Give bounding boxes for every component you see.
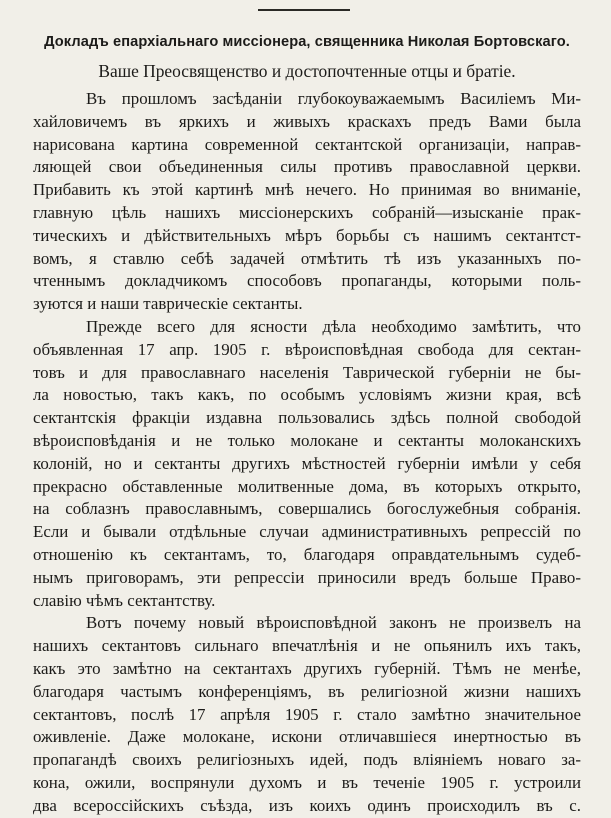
report-heading: Докладъ епархіальнаго миссіонера, священника Николая Бортовскаго.	[44, 34, 570, 50]
text-line: Если и бывали отдѣльные случаи административныхъ репрессій по	[33, 522, 581, 542]
text-line: славію чѣмъ сектантству.	[33, 590, 216, 610]
top-rule	[258, 9, 350, 11]
text-line: два всероссійскихъ съѣзда, изъ коихъ одинъ происходилъ въ с.	[33, 795, 581, 815]
text-line: вомъ, я ставлю себѣ задачей отмѣтить тѣ изъ указанныхъ по-	[33, 248, 581, 268]
text-line: ла новостью, такъ какъ, по особымъ условіямъ жизни края, всѣ	[33, 385, 581, 405]
text-line: нарисована картина современной сектантской организаціи, направ-	[33, 134, 581, 154]
text-line: оживленіе. Даже молокане, искони отличавшіеся инертностью въ	[33, 727, 581, 747]
body-text	[33, 88, 581, 818]
text-line: зуются и наши таврическіе сектанты.	[33, 294, 303, 314]
text-line: Прибавить къ этой картинѣ мнѣ нечего. Но принимая во вниманіе,	[33, 180, 581, 200]
text-line: Прежде всего для ясности дѣла необходимо замѣтить, что	[86, 316, 581, 336]
text-line: хайловичемъ въ яркихъ и живыхъ краскахъ предъ Вами была	[33, 111, 581, 131]
paragraph	[33, 88, 581, 316]
text-line: отношенію къ сектантамъ, то, благодаря оправдательнымъ судеб-	[33, 544, 581, 564]
text-line: прекрасно обставленные молитвенные дома, въ которыхъ открыто,	[33, 476, 581, 496]
text-line: чтеннымъ докладчикомъ способовъ пропаганды, которыми поль-	[33, 271, 581, 291]
text-line: объявленная 17 апр. 1905 г. вѣроисповѣдная свобода для сектан-	[33, 339, 581, 359]
text-line: сектантскія фракціи издавна пользовались здѣсь полной свободой	[33, 408, 581, 428]
text-line: вѣроисповѣданія и не только молокане и сектанты молоканскихъ	[33, 430, 581, 450]
address-line: Ваше Преосвященство и достопочтенные отцы и братіе.	[98, 61, 516, 81]
text-line: нашихъ сектантовъ сильнаго впечатлѣнія и не опьянилъ ихъ такъ,	[33, 636, 581, 656]
text-line: ляющей свои объединенныя силы противъ православной церкви.	[33, 157, 581, 177]
text-line: Вотъ почему новый вѣроисповѣдной законъ не произвелъ на	[86, 613, 581, 633]
text-line: нымъ приговорамъ, эти репрессіи приносили вредъ больше Право-	[33, 567, 581, 587]
text-line: какъ это замѣтно на сектантахъ другихъ губерній. Тѣмъ не менѣе,	[33, 658, 581, 678]
text-line: на соблазнъ православнымъ, совершались богослужебныя собранія.	[33, 499, 581, 519]
text-line: тическихъ и дѣйствительныхъ мѣръ борьбы съ нашимъ сектантст-	[33, 225, 581, 245]
text-line: Въ прошломъ засѣданіи глубокоуважаемымъ Василіемъ Ми-	[86, 89, 581, 108]
text-line: пропагандѣ своихъ религіозныхъ идей, подъ вліяніемъ новаго за-	[33, 750, 581, 770]
text-line: сектантовъ, послѣ 17 апрѣля 1905 г. стало замѣтно значительное	[33, 704, 581, 724]
paragraph	[33, 612, 581, 817]
text-line: главную цѣль нашихъ миссіонерскихъ собраній—изысканіе прак-	[33, 202, 581, 222]
text-line: благодаря частымъ конференціямъ, въ религіозной жизни нашихъ	[33, 681, 581, 701]
text-line: колоній, но и сектанты другихъ мѣстностей губерніи имѣли у себя	[33, 453, 581, 473]
paragraph	[33, 316, 581, 612]
text-line: кона, ожили, воспрянули духомъ и въ теченіе 1905 г. устроили	[33, 772, 581, 792]
text-line: товъ и для православнаго населенія Таврической губерніи не бы-	[33, 362, 581, 382]
